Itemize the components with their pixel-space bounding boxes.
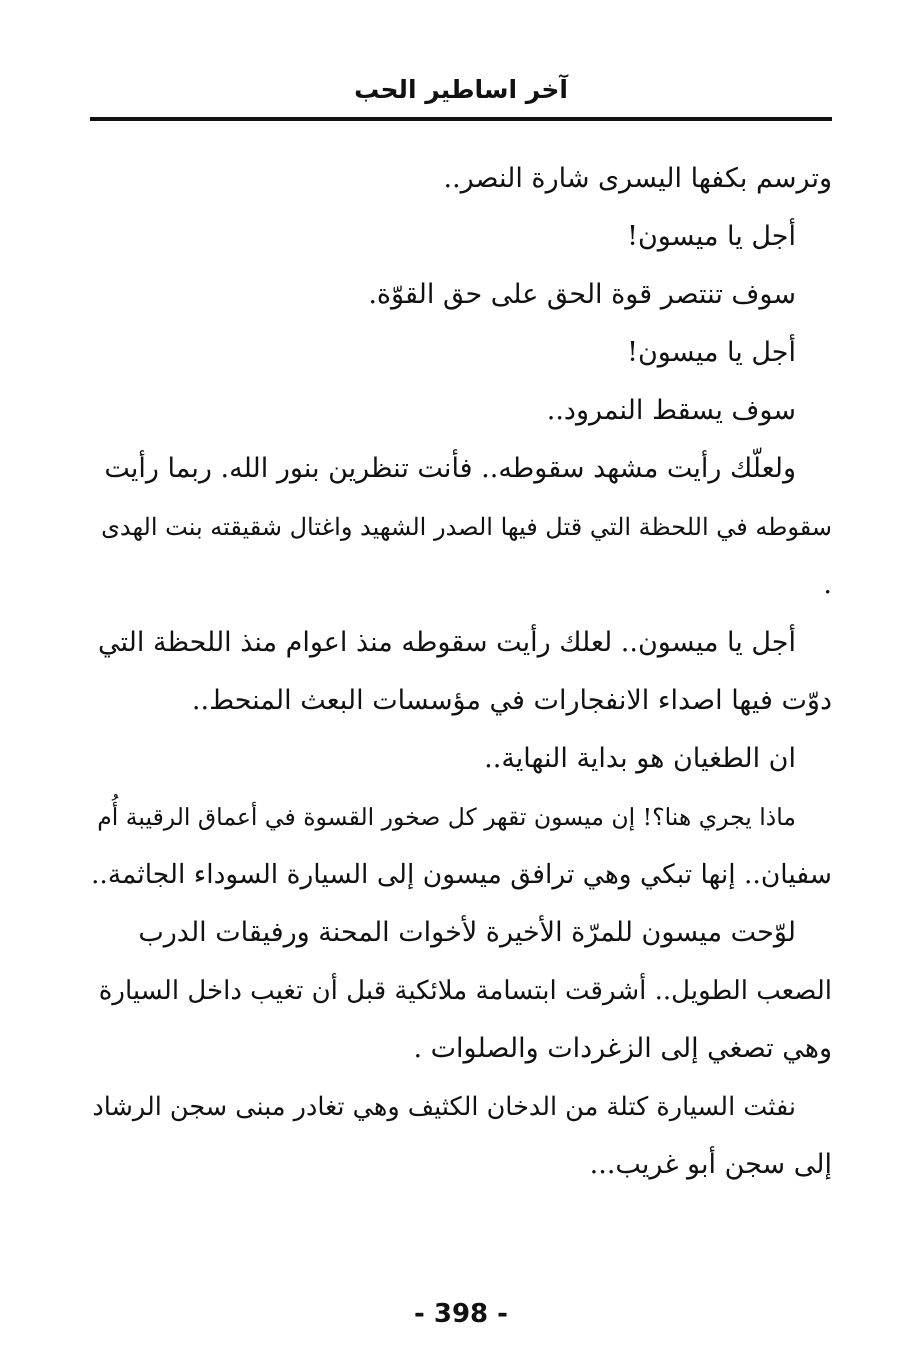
text-line: إلى سجن أبو غريب... [589, 1149, 832, 1180]
text-line: سوف يسقط النمرود.. [546, 395, 796, 426]
text-line: ان الطغيان هو بداية النهاية.. [484, 743, 796, 774]
text-line: ولعلّك رأيت مشهد سقوطه.. فأنت تنظرين بنور الله. ربما رأيت [104, 453, 796, 484]
text-line: أجل يا ميسون.. لعلك رأيت سقوطه منذ اعوام منذ اللحظة التي [98, 627, 796, 658]
text-line: . [823, 569, 832, 600]
text-line: نفثت السيارة كتلة من الدخان الكثيف وهي تغادر مبنى سجن الرشاد [92, 1092, 796, 1122]
text-line: أجل يا ميسون! [627, 337, 796, 368]
text-line: الصعب الطويل.. أشرقت ابتسامة ملائكية قبل أن تغيب داخل السيارة [98, 976, 832, 1006]
running-title: آخر اساطير الحب [354, 75, 568, 104]
text-line: سفيان.. إنها تبكي وهي ترافق ميسون إلى السيارة السوداء الجاثمة.. [90, 859, 832, 890]
text-line: ماذا يجري هنا؟! إن ميسون تقهر كل صخور القسوة في أعماق الرقيبة أُم [97, 803, 796, 831]
text-line: سوف تنتصر قوة الحق على حق القوّة. [368, 279, 796, 310]
text-line: أجل يا ميسون! [627, 221, 796, 252]
text-line: وترسم بكفها اليسرى شارة النصر.. [443, 163, 832, 194]
text-line: لوّحت ميسون للمرّة الأخيرة لأخوات المحنة ورفيقات الدرب [138, 917, 796, 948]
header-rule [90, 117, 832, 121]
body-text [90, 150, 832, 1194]
page-number: - 398 - [414, 1299, 508, 1329]
text-line: دوّت فيها اصداء الانفجارات في مؤسسات البعث المنحط.. [191, 685, 832, 716]
text-line: وهي تصغي إلى الزغردات والصلوات . [413, 1033, 832, 1064]
text-line: سقوطه في اللحظة التي قتل فيها الصدر الشهيد واغتال شقيقته بنت الهدى [101, 513, 832, 541]
